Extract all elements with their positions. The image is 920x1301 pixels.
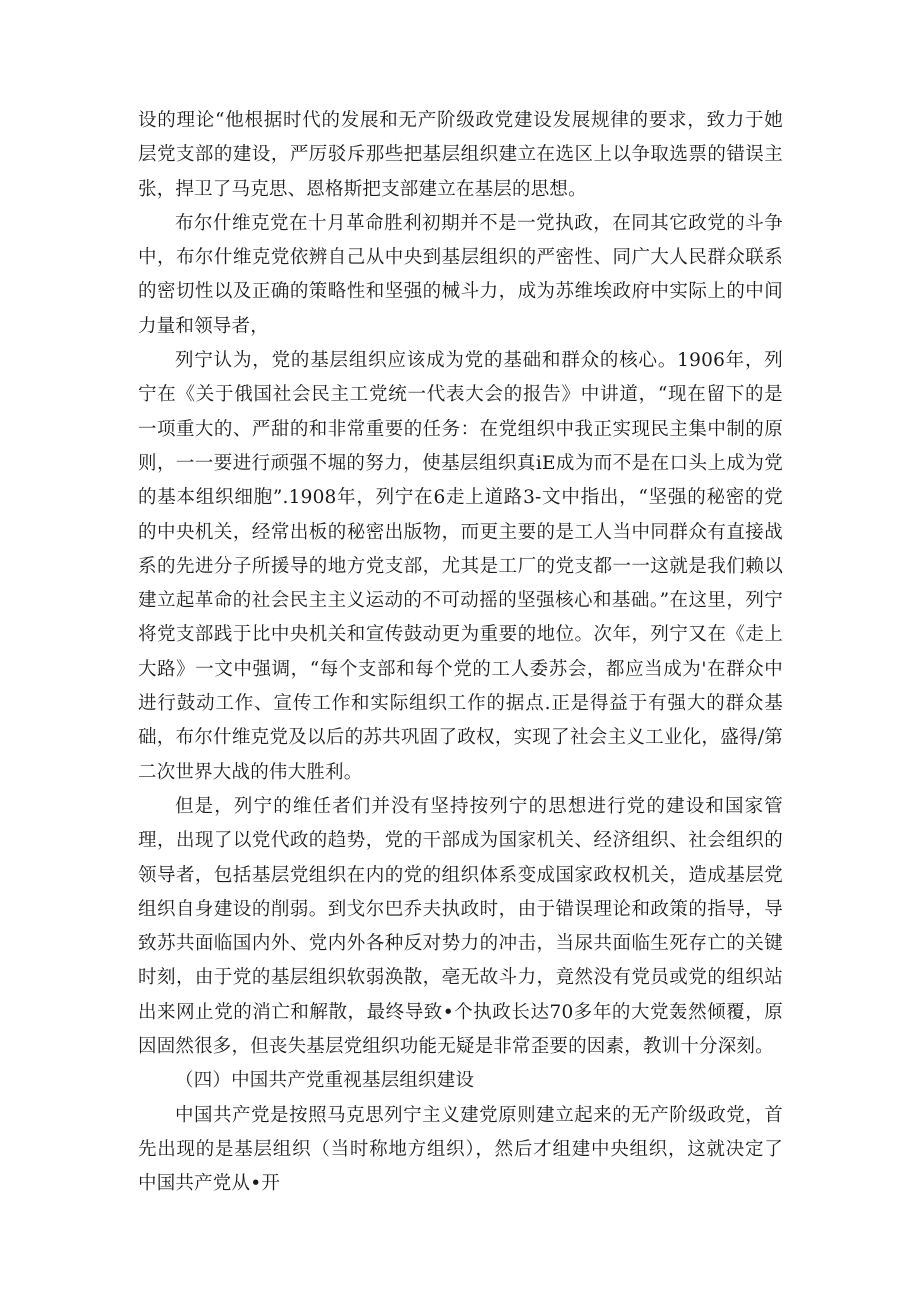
paragraph-continuation: 设的理论“他根据时代的发展和无产阶级政党建设发展规律的要求，致力于她层党支部的建设，严厉驳斥那些把基层组织建立在选区上以争取选票的错误主张，捍卫了马克思、恩格斯把支部建立在基层的思想。	[138, 110, 783, 200]
paragraph-lenin-grassroots: 列宁认为，党的基层组织应该成为党的基础和群众的核心。1906年，列宁在《关于俄国社会民主工党统一代表大会的报告》中讲道，“现在留下的是一项重大的、严甜的和非常重要的任务：在党组织中我正实现民主集中制的原则，一一要进行顽强不堀的努力，使基层组织真iE成为而不是在口头上成为党的基本组织细胞”.1908年，列宁在6走上道路3-文中指出，“坚强的秘密的党的中央机关，经常出板的秘密出版物，而更主要的是工人当中同群众有直接战系的先进分子所援导的地方党支部，尤其是工厂的党支都一一这就是我们赖以建立起革命的社会民主主义运动的不可动摇的坚强核心和基础。”在这里，列宁将党支部践于比中央机关和宣传鼓动更为重要的地位。次年，列宁又在《走上大路》一文中强调，“每个支部和每个党的工人委苏会，都应当成为'在群众中进行鼓动工作、宣传工作和实际组织工作的据点.正是得益于有强大的群众基础，布尔什维克党及以后的苏共巩固了政权，实现了社会主义工业化，盛得/第二次世界大战的伟大胜利。	[138, 350, 783, 783]
document-body	[138, 104, 783, 1202]
paragraph-bolshevik-party: 布尔什维克党在十月革命胜利初期并不是一党执政，在同其它政党的斗争中，布尔什维克党依辨自己从中央到基层组织的严密性、同广大人民群众联系的密切性以及正确的策略性和坚强的械斗力，成为苏维埃政府中实际上的中间力量和领导者，	[138, 212, 783, 337]
section-heading: （四）中国共产党重视基层组织建设	[175, 1070, 475, 1092]
paragraph-successors: 但是，列宁的维任者们并没有坚持按列宁的思想进行党的建设和国家管理，出现了以党代政的趋势，党的干部成为国家机关、经济组织、社会组织的领导者，包括基层党组织在内的党的组织体系变成国家政权机关，造成基层党组织自身建设的削弱。到戈尔巴乔夫执政时，由于错误理论和政策的指导，导致苏共面临国内外、党内外各种反对势力的冲击，当尿共面临生死存亡的关键时刻，由于党的基层组织软弱涣散，亳无故斗力，竟然没有党员或党的组织站出来网止党的消亡和解散，最终导致•个执政长达70多年的大党轰然倾覆，原因固然很多，但丧失基层党组织功能无疑是非常歪要的因素，教训十分深刻。	[138, 795, 783, 1058]
paragraph-cpc: 中国共产党是按照马克思列宁主义建党原则建立起来的无产阶级政党，首先出现的是基层组织（当时称地方组织），然后才组建中央组织，这就决定了中国共产党从•开	[138, 1104, 783, 1195]
